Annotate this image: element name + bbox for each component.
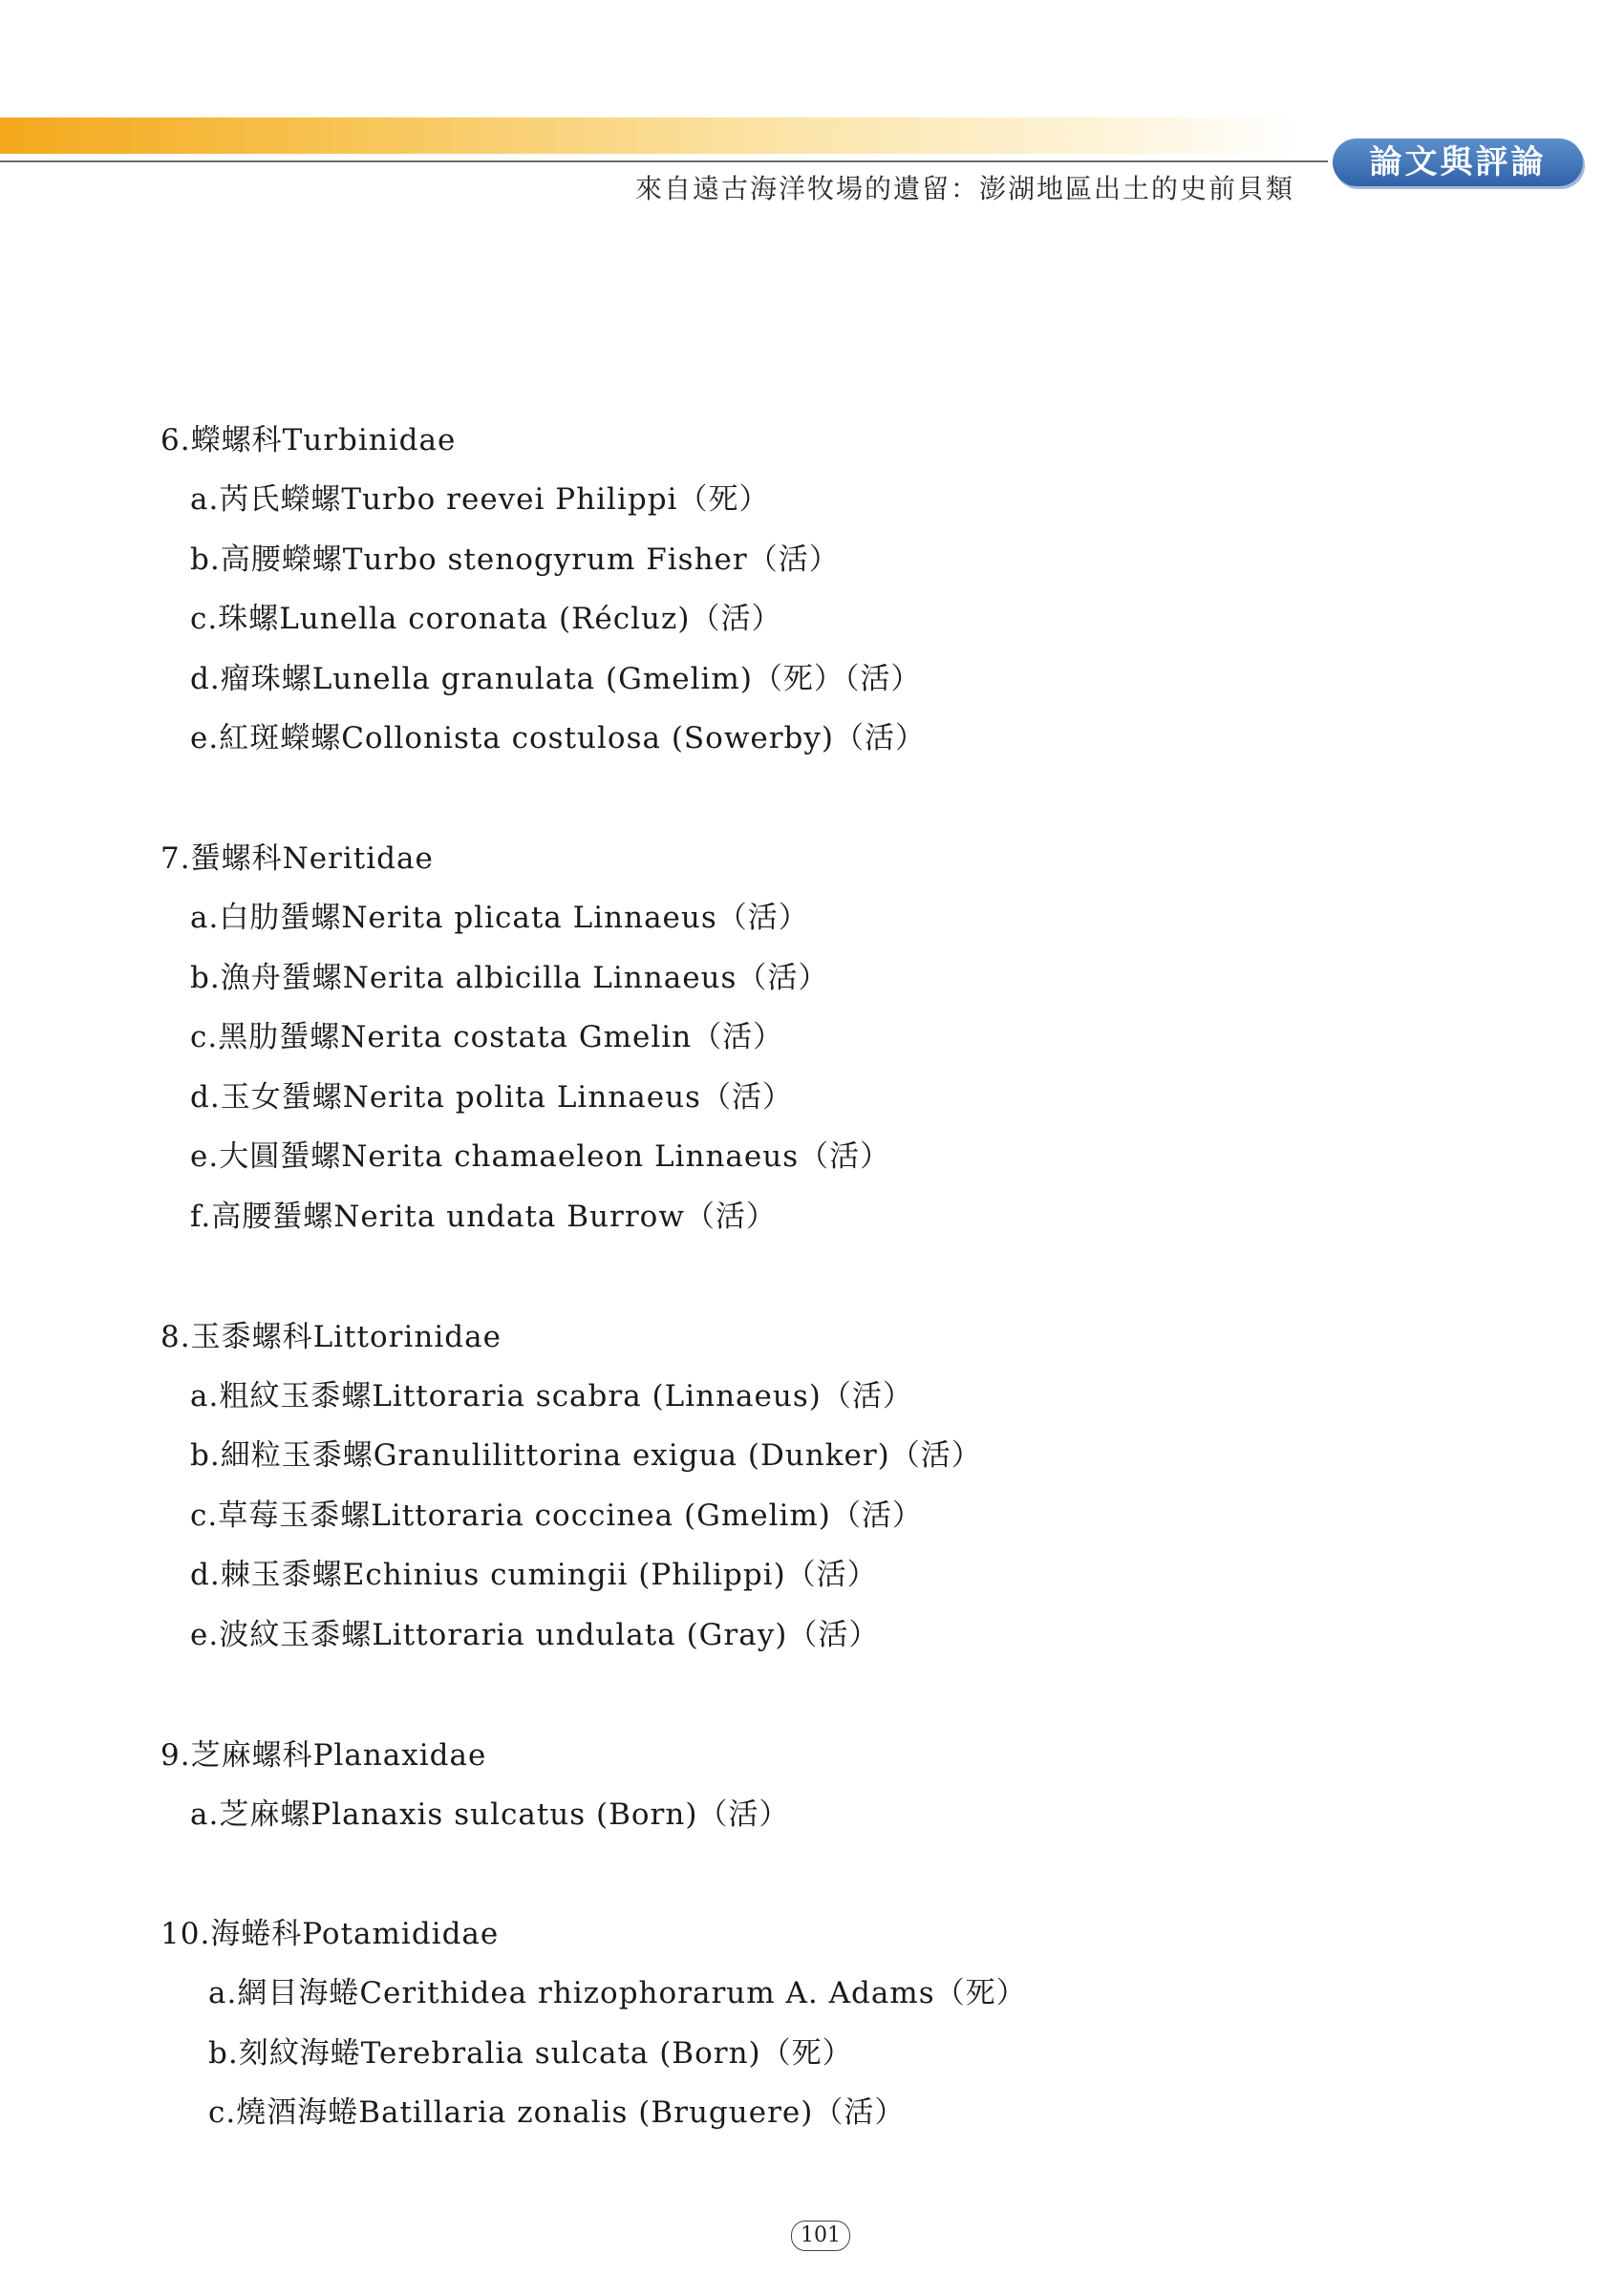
family-heading: 9.芝麻螺科Planaxidae xyxy=(160,1737,487,1773)
family-heading: 6.蠑螺科Turbinidae xyxy=(160,423,457,457)
species-item: b.高腰蠑螺Turbo stenogyrum Fisher（活） xyxy=(190,542,840,577)
species-item: c.草莓玉黍螺Littoraria coccinea (Gmelim)（活） xyxy=(190,1498,923,1533)
species-item: e.波紋玉黍螺Littoraria undulata (Gray)（活） xyxy=(190,1617,880,1652)
family-section-turbinidae xyxy=(160,411,1498,769)
section-badge: 論文與評論 xyxy=(1333,138,1583,186)
family-section-littorinidae xyxy=(160,1307,1498,1666)
species-list xyxy=(160,1964,1498,2143)
species-item: c.黑肋蜑螺Nerita costata Gmelin（活） xyxy=(190,1020,784,1055)
species-item: b.刻紋海蜷Terebralia sulcata (Born)（死） xyxy=(208,2035,853,2071)
family-heading: 10.海蜷科Potamididae xyxy=(160,1917,500,1952)
header-divider xyxy=(0,160,1328,162)
species-item: b.細粒玉黍螺Granulilittorina exigua (Dunker)（活） xyxy=(190,1438,982,1474)
header-gradient-bar xyxy=(0,117,1299,154)
running-title: 來自遠古海洋牧場的遺留：澎湖地區出土的史前貝類 xyxy=(634,173,1294,204)
species-item: e.紅斑蠑螺Collonista costulosa (Sowerby)（活） xyxy=(190,721,926,756)
species-item: c.珠螺Lunella coronata (Récluz)（活） xyxy=(190,602,782,637)
species-item: a.芝麻螺Planaxis sulcatus (Born)（活） xyxy=(190,1796,790,1832)
family-heading: 7.蜑螺科Neritidae xyxy=(160,840,434,876)
species-item: a.白肋蜑螺Nerita plicata Linnaeus（活） xyxy=(190,900,809,935)
main-content xyxy=(160,411,1498,2203)
species-item: d.瘤珠螺Lunella granulata (Gmelim)（死）（活） xyxy=(190,661,922,696)
family-section-neritidae xyxy=(160,829,1498,1247)
page-footer xyxy=(0,2221,1624,2259)
species-item: a.芮氏蠑螺Turbo reevei Philippi（死） xyxy=(190,482,770,517)
species-item: e.大圓蜑螺Nerita chamaeleon Linnaeus（活） xyxy=(190,1139,891,1175)
species-item: c.燒酒海蜷Batillaria zonalis (Bruguere)（活） xyxy=(208,2095,906,2131)
page-header xyxy=(0,0,1624,220)
species-list xyxy=(160,470,1498,769)
species-item: a.粗紋玉黍螺Littoraria scabra (Linnaeus)（活） xyxy=(190,1378,913,1414)
family-heading: 8.玉黍螺科Littorinidae xyxy=(160,1319,502,1354)
species-item: d.玉女蜑螺Nerita polita Linnaeus（活） xyxy=(190,1079,793,1115)
family-section-planaxidae xyxy=(160,1726,1498,1845)
species-list xyxy=(160,1785,1498,1845)
species-list xyxy=(160,888,1498,1247)
species-item: b.漁舟蜑螺Nerita albicilla Linnaeus（活） xyxy=(190,960,829,995)
species-item: d.棘玉黍螺Echinius cumingii (Philippi)（活） xyxy=(190,1558,878,1593)
page-number: 101 xyxy=(791,2221,850,2251)
family-section-potamididae xyxy=(160,1904,1498,2143)
species-item: f.高腰蜑螺Nerita undata Burrow（活） xyxy=(190,1199,777,1234)
species-list xyxy=(160,1367,1498,1666)
species-item: a.網目海蜷Cerithidea rhizophorarum A. Adams（死） xyxy=(208,1976,1027,2011)
